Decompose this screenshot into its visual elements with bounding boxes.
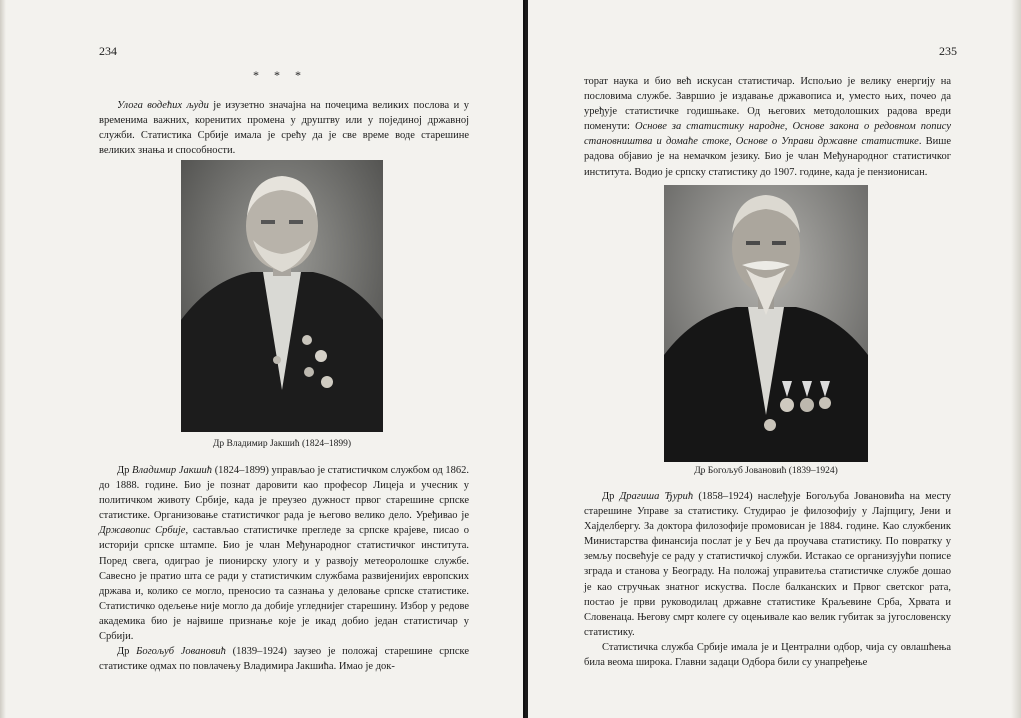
paragraph-text: (1824–1899) управљао је статистичком службом од 1862. до 1888. године. Био је познат даровити као професор Лицеја и учесник у политичком животу Србије, када је преузео дужност првог старешине српске статистике. Организовање статистичког рада је његово велико дело. Уређивао је <box>99 465 470 522</box>
page-number: 235 <box>939 44 957 58</box>
portrait-caption: Др Богољуб Јовановић (1839–1924) <box>694 466 838 476</box>
paragraph-text: . Више радова објавио је на немачком језику. Био је члан Међународног статистичког института. Водио је српску статистику до 1907. године, када је пензионисан. <box>584 136 951 178</box>
paragraph-text: (1839–1924) заузео је положај старешине српске статистике одмах по повлачењу Владимира Јакшића. Имао је док- <box>99 646 469 673</box>
person-name: Богољуб Јовановић <box>136 646 226 658</box>
page-edge <box>1011 0 1021 718</box>
page-number: 234 <box>99 44 117 58</box>
intro-text: је изузетно значајна на почецима великих послова и у временима важних, коренитих промена у друштву или у појединој државној служби. Статистика Србије имала је срећу да је све време воде старешине великих знања и способности. <box>99 100 469 157</box>
page-edge <box>0 0 6 718</box>
paragraph-text: Статистичка служба Србије имала је и Централни одбор, чија су овлашћења била веома широка. Главни задаци Одбора били су унапређење <box>584 641 951 669</box>
prefix: Др <box>602 491 620 502</box>
section-separator: * * * <box>253 68 307 82</box>
person-name: Владимир Јакшић <box>132 465 213 476</box>
work-title: Државопис Србије <box>99 525 186 537</box>
body-text <box>584 489 951 670</box>
portrait-image <box>181 160 383 432</box>
paragraph-text: (1858–1924) наслеђује Богољуба Јовановића на месту старешине Управе за статистику. Студирао је филозофију у Лајпцигу, Јени и Хајделбергу. За доктора филозофије промовисан је 1884. године. Као службеник Министарства финансија послат је у Беч да проучава статистику. По повратку у земљу посвећује се раду у статистичкој служби. Истакао се организујући пописе зграда и станова у Београду. На положај управитеља статистичке службе дошао је као стручњак знатног искуства. После балканских и Првог светског рата, постао је први руководилац државне статистике Краљевине Срба, Хрвата и Словенаца. Његову смрт колеге су оцењивале као велик губитак за југословенску статистику. <box>584 491 951 638</box>
paragraph-text: торат наука и био већ искусан статистичар. Испољио је велику енергију на пословима службе. Завршио је издавање државописа и, уместо њих, почео да уређује статистичке годишњаке. Од његових методолошких радова вреди поменути: <box>584 76 951 133</box>
portrait-caption: Др Владимир Јакшић (1824–1899) <box>212 439 352 449</box>
portrait-image <box>664 185 868 462</box>
body-text <box>99 463 469 674</box>
portrait-jovanovic <box>664 185 868 462</box>
prefix: Др <box>117 646 137 658</box>
prefix: Др <box>117 465 133 476</box>
body-text <box>584 74 951 180</box>
intro-paragraph <box>99 98 469 158</box>
paragraph-text: , састављао статистичке прегледе за српске крајеве, писао о историји српске штампе. Био је члан Међународног статистичког института. Поред свега, одиграо је пионирску улогу и у развоју метеоролошке службе. Савесно је пратио шта се ради у статистичким службама развијенијих европских држава и, колико се могло, преносио та сазнања у деловање српске статистике. Статистичко одељење није могло да добије угледнијег старешину. Избор у редове академика био је највише признање које је икад добио један статистичар у Србији. <box>99 525 469 643</box>
person-name: Драгиша Ђурић <box>619 491 694 502</box>
intro-italic: Улога водећих људи <box>117 100 209 111</box>
portrait-jaksic <box>181 160 383 432</box>
work-titles: Основе за статистику народне, Основе закона о редовном попису становништва и домаће стоке, Основе о Управи државне статистике <box>584 121 951 148</box>
